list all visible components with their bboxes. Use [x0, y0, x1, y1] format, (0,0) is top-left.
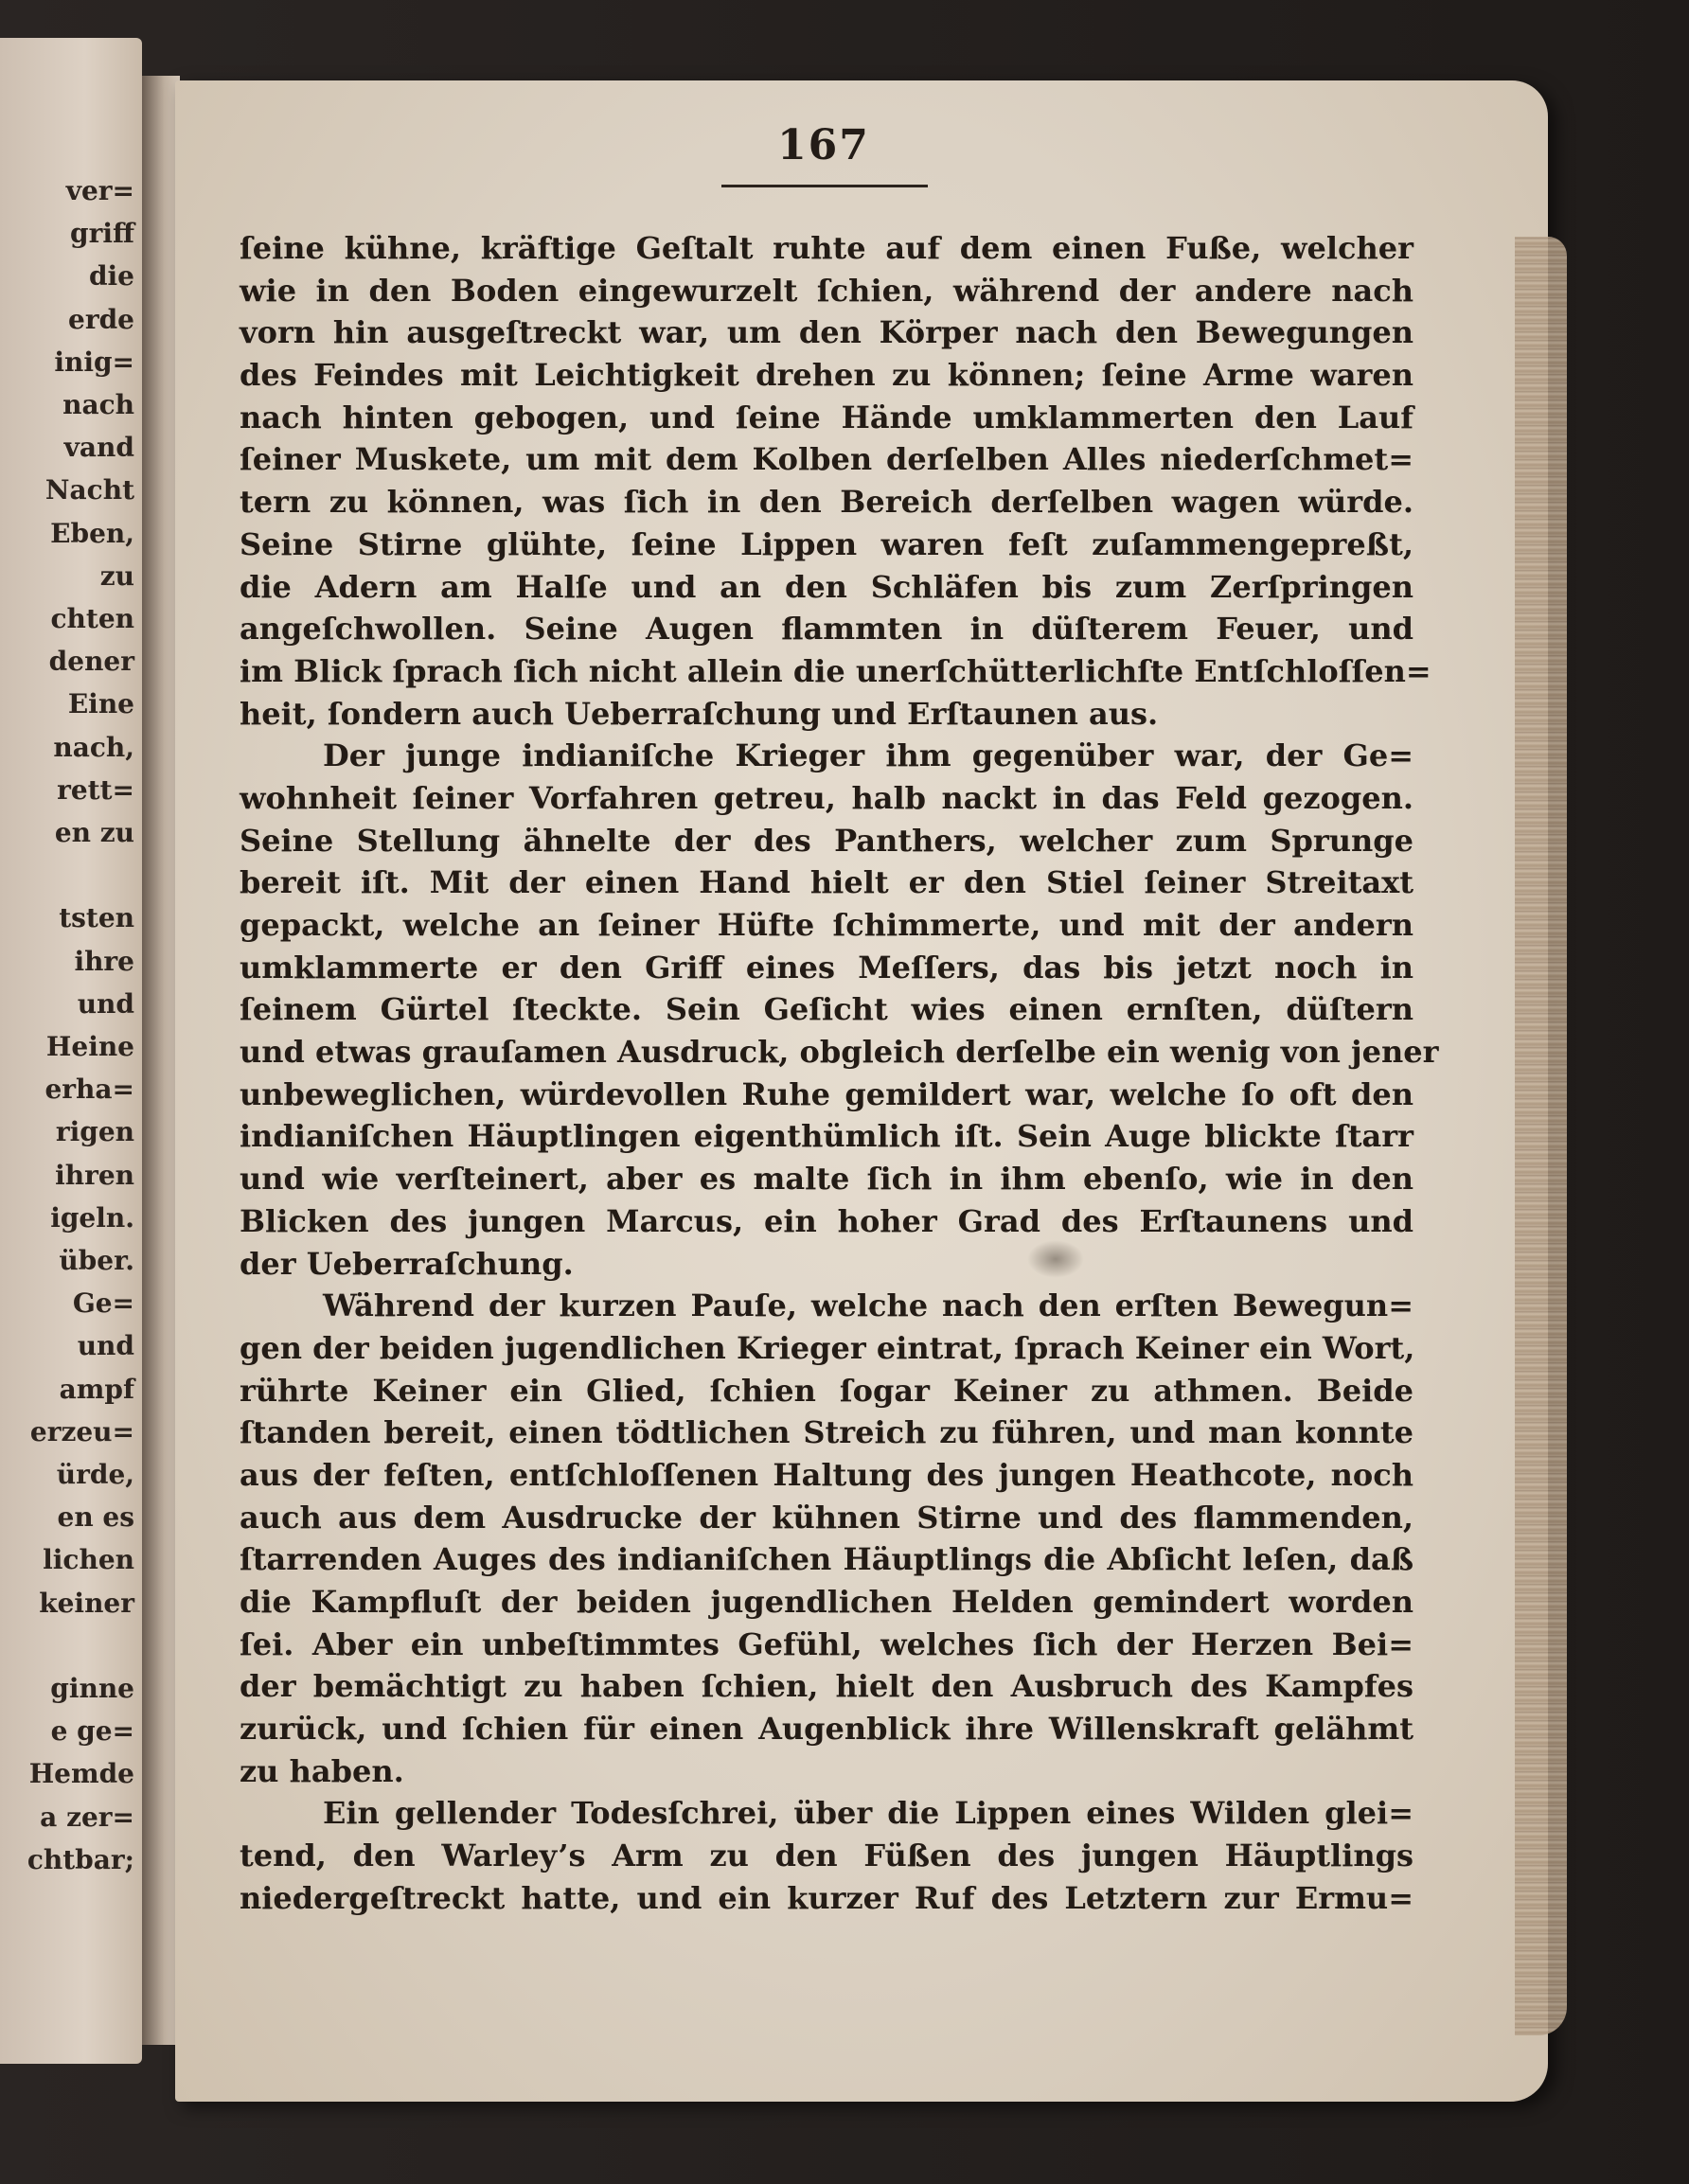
- text-line: der bemächtigt zu haben ſchien, hielt den Ausbruch des Kampfes: [240, 1668, 1413, 1705]
- text-line: und wie verſteinert, aber es malte ſich in ihm ebenſo, wie in den: [240, 1161, 1413, 1198]
- left-page-fragment: ampf: [59, 1373, 134, 1405]
- text-line: nach hinten gebogen, und ſeine Hände umklammerten den Lauf: [240, 399, 1413, 435]
- body-text: [240, 227, 1439, 1920]
- left-page-fragment: en zu: [54, 817, 134, 848]
- left-page-fragment: nach: [62, 389, 134, 420]
- text-line: tend, den Warley’s Arm zu den Füßen des jungen Häuptlings: [240, 1838, 1413, 1874]
- left-page-fragment: ihren: [55, 1159, 134, 1191]
- text-line: ſtanden bereit, einen tödtlichen Streich zu führen, und man konnte: [240, 1414, 1413, 1451]
- text-line: ſeiner Muskete, um mit dem Kolben derſelben Alles niederſchmet=: [240, 441, 1413, 478]
- text-line: tern zu können, was ſich in den Bereich derſelben wagen würde.: [240, 484, 1413, 521]
- text-line: gepackt, welche an ſeiner Hüfte ſchimmerte, und mit der andern: [240, 907, 1413, 943]
- left-page-fragment: die: [88, 260, 134, 293]
- text-line: Ein gellender Todesſchrei, über die Lippen eines Wilden glei=: [323, 1795, 1413, 1832]
- left-page-fragment: Eine: [67, 688, 134, 720]
- left-page-fragment: lichen: [43, 1544, 134, 1576]
- left-page-fragment: ginne: [50, 1673, 134, 1704]
- text-line: Während der kurzen Pauſe, welche nach den erſten Bewegun=: [323, 1287, 1413, 1324]
- left-page-fragment: chtbar;: [27, 1843, 134, 1875]
- text-line: die Adern am Halſe und an den Schläfen bis zum Zerſpringen: [240, 568, 1413, 605]
- left-page-fragment: keiner: [39, 1587, 134, 1619]
- left-page-fragment: Heine: [45, 1031, 134, 1062]
- text-line: im Blick ſprach ſich nicht allein die unerſchütterlichſte Entſchloſſen=: [240, 652, 1431, 689]
- page-stack-edge: [1515, 237, 1567, 2035]
- text-line: aus der feſten, entſchloſſenen Haltung des jungen Heathcote, noch: [240, 1456, 1413, 1493]
- left-page-fragment: vand: [63, 432, 134, 464]
- text-line: der Ueberraſchung.: [240, 1245, 574, 1282]
- left-page-fragment: ürde,: [56, 1459, 134, 1490]
- left-page-fragment: igeln.: [50, 1201, 134, 1234]
- left-page-fragment: erde: [68, 303, 134, 335]
- text-line: Der junge indianiſche Krieger ihm gegenüber war, der Ge=: [323, 737, 1413, 774]
- text-line: die Kampfluſt der beiden jugendlichen Helden gemindert worden: [240, 1584, 1413, 1620]
- left-page-fragment: Hemde: [28, 1758, 134, 1790]
- left-page-fragment: e ge=: [50, 1715, 134, 1748]
- left-page-edge: [0, 38, 142, 2064]
- text-line: ſtarrenden Auges des indianiſchen Häuptlings die Abſicht leſen, daß: [240, 1541, 1413, 1578]
- left-page-fragment: Nacht: [44, 474, 134, 506]
- text-line: Blicken des jungen Marcus, ein hoher Grad des Erſtaunens und: [240, 1202, 1413, 1239]
- text-line: unbeweglichen, würdevollen Ruhe gemildert war, welche ſo oft den: [240, 1075, 1413, 1112]
- left-page-fragment: erzeu=: [29, 1415, 134, 1447]
- left-page-fragment: zu: [99, 559, 134, 592]
- text-line: Seine Stellung ähnelte der des Panthers, welcher zum Sprunge: [240, 822, 1413, 859]
- text-line: und etwas grauſamen Ausdruck, obgleich derſelbe ein wenig von jener: [240, 1034, 1439, 1071]
- text-line: auch aus dem Ausdrucke der kühnen Stirne und des flammenden,: [240, 1499, 1413, 1536]
- text-line: des Feindes mit Leichtigkeit drehen zu können; ſeine Arme waren: [240, 357, 1413, 394]
- text-line: vorn hin ausgeſtreckt war, um den Körper nach den Bewegungen: [240, 314, 1413, 351]
- text-line: ſei. Aber ein unbeſtimmtes Gefühl, welches ſich der Herzen Bei=: [240, 1625, 1413, 1662]
- page-number: 167: [777, 121, 870, 169]
- text-line: heit, ſondern auch Ueberraſchung und Erſtaunen aus.: [240, 695, 1159, 732]
- left-page-fragment: und: [77, 1330, 134, 1362]
- text-line: niedergeſtreckt hatte, und ein kurzer Ruf des Letztern zur Ermu=: [240, 1879, 1413, 1916]
- left-page-fragment: a zer=: [40, 1801, 134, 1833]
- left-page-fragment: nach,: [53, 731, 134, 763]
- left-page-fragment: erha=: [44, 1074, 134, 1106]
- left-page-fragment: und: [77, 987, 134, 1020]
- left-page-fragment: inig=: [54, 346, 134, 378]
- left-page-fragment: en es: [57, 1501, 134, 1534]
- text-line: indianiſchen Häuptlingen eigenthümlich iſt. Sein Auge blickte ſtarr: [240, 1118, 1413, 1155]
- text-line: umklammerte er den Griff eines Meſſers, das bis jetzt noch in: [240, 949, 1413, 985]
- text-line: Seine Stirne glühte, ſeine Lippen waren feſt zuſammengepreßt,: [240, 525, 1413, 562]
- left-page-fragment: dener: [48, 646, 134, 678]
- text-line: rührte Keiner ein Glied, ſchien ſogar Keiner zu athmen. Beide: [240, 1372, 1413, 1409]
- text-line: angeſchwollen. Seine Augen flammten in düſterem Feuer, und: [240, 611, 1413, 648]
- left-page-fragment: rigen: [55, 1116, 134, 1148]
- left-page-fragment: Eben,: [50, 517, 134, 549]
- left-page-fragment: griff: [70, 218, 134, 250]
- text-line: gen der beiden jugendlichen Krieger eintrat, ſprach Keiner ein Wort,: [240, 1329, 1415, 1366]
- ink-smudge: [1027, 1240, 1084, 1278]
- left-page-fragment: über.: [59, 1245, 134, 1276]
- left-page-fragment: ihre: [74, 945, 134, 977]
- left-page-fragment: ver=: [65, 175, 134, 206]
- text-line: bereit iſt. Mit der einen Hand hielt er den Stiel ſeiner Streitaxt: [240, 864, 1413, 901]
- text-line: wohnheit ſeiner Vorfahren getreu, halb nackt in das Feld gezogen.: [240, 779, 1413, 816]
- book-gutter: [142, 76, 180, 2045]
- left-page-fragment: Ge=: [72, 1287, 134, 1320]
- left-page-fragment: chten: [50, 603, 134, 634]
- header-rule: [721, 185, 928, 187]
- left-page-fragment: tsten: [59, 902, 134, 934]
- left-page-fragment: rett=: [57, 773, 134, 806]
- text-line: zurück, und ſchien für einen Augenblick ihre Willenskraft gelähmt: [240, 1711, 1413, 1748]
- text-line: ſeine kühne, kräftige Geſtalt ruhte auf dem einen Fuße, welcher: [240, 230, 1413, 266]
- text-line: zu haben.: [240, 1752, 404, 1789]
- text-line: ſeinem Gürtel ſteckte. Sein Geſicht wies einen ernſten, düſtern: [240, 991, 1413, 1028]
- text-line: wie in den Boden eingewurzelt ſchien, während der andere nach: [240, 272, 1413, 309]
